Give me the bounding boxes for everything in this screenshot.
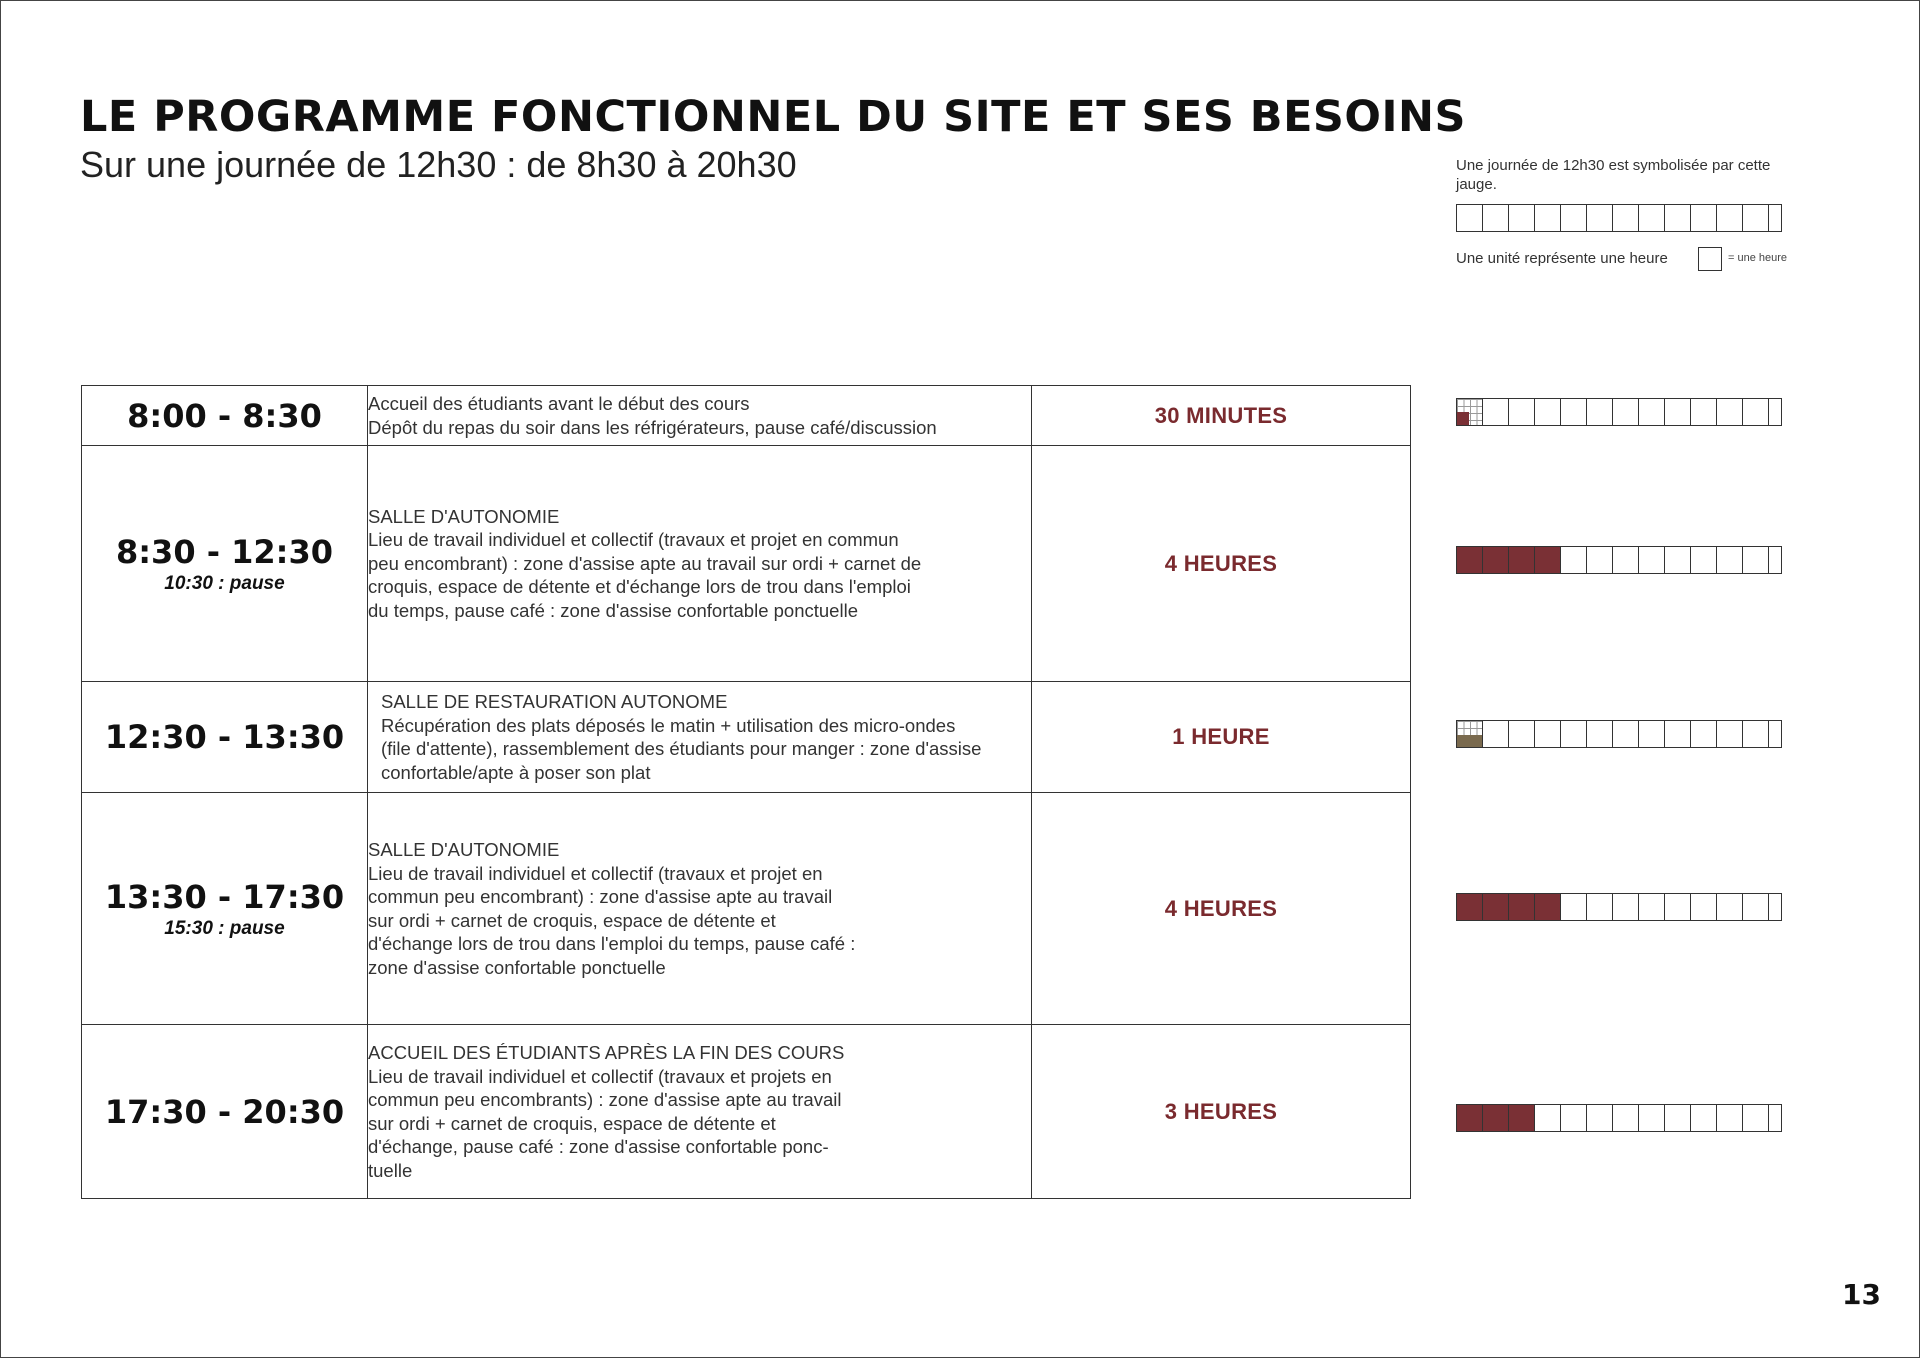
legend-unit-box xyxy=(1698,247,1722,271)
description-line: commun peu encombrant) : zone d'assise apte au travail xyxy=(368,886,833,907)
duration-cell: 4 HEURES xyxy=(1032,793,1411,1025)
description-line: ACCUEIL DES ÉTUDIANTS APRÈS LA FIN DES COURS xyxy=(368,1042,845,1063)
pause-note: 15:30 : pause xyxy=(164,917,285,939)
gauge-cell xyxy=(1691,204,1717,232)
gauge-cell xyxy=(1717,204,1743,232)
page-number: 13 xyxy=(1842,1278,1881,1311)
gauge-cell xyxy=(1535,720,1561,748)
gauge-cell xyxy=(1587,398,1613,426)
gauge-cell xyxy=(1613,1104,1639,1132)
description-line: sur ordi + carnet de croquis, espace de détente et xyxy=(368,1112,776,1134)
gauge-cell xyxy=(1613,893,1639,921)
gauge-cell xyxy=(1535,398,1561,426)
schedule-table xyxy=(81,385,1411,1199)
gauge-cell xyxy=(1717,893,1743,921)
gauge-cell xyxy=(1639,893,1665,921)
gauge-cell xyxy=(1457,204,1483,232)
legend-description: Une journée de 12h30 est symbolisée par cette jauge. xyxy=(1456,157,1771,193)
gauge-cell xyxy=(1639,1104,1665,1132)
legend-unit-text: Une unité représente une heure xyxy=(1456,250,1668,267)
gauge-cell xyxy=(1509,1104,1535,1132)
gauge-cell xyxy=(1587,546,1613,574)
gauge-cell xyxy=(1561,204,1587,232)
gauge-cell xyxy=(1483,1104,1509,1132)
description-cell xyxy=(368,446,1032,682)
description-line: Lieu de travail individuel et collectif (travaux et projets en xyxy=(368,1065,832,1087)
description-line: Récupération des plats déposés le matin + utilisation des micro-ondes xyxy=(381,714,956,736)
gauge-cell xyxy=(1509,720,1535,748)
gauge-cell xyxy=(1457,1104,1483,1132)
time-gauge xyxy=(1456,720,1782,748)
gauge-cell xyxy=(1743,398,1769,426)
gauge-cell xyxy=(1535,1104,1561,1132)
gauge-cell xyxy=(1587,893,1613,921)
description-line: Accueil des étudiants avant le début des cours xyxy=(368,393,750,414)
gauge-cell xyxy=(1561,1104,1587,1132)
gauge-cell xyxy=(1691,398,1717,426)
time-gauge xyxy=(1456,1104,1782,1132)
gauge-cell xyxy=(1483,204,1509,232)
time-cell xyxy=(82,793,368,1025)
time-cell xyxy=(82,682,368,793)
gauge-cell xyxy=(1483,893,1509,921)
gauge-cell xyxy=(1587,204,1613,232)
gauge-cell xyxy=(1769,893,1782,921)
description-line: (file d'attente), rassemblement des étudiants pour manger : zone d'assise xyxy=(381,738,982,759)
page-title: LE PROGRAMME FONCTIONNEL DU SITE ET SES BESOINS xyxy=(80,92,1466,142)
gauge-cell xyxy=(1457,893,1483,921)
gauge-cell-fill xyxy=(1457,735,1482,747)
gauge-cell xyxy=(1769,398,1782,426)
time-range: 12:30 - 13:30 xyxy=(104,718,345,756)
gauge-cell xyxy=(1587,1104,1613,1132)
gauge-cell xyxy=(1665,893,1691,921)
gauge-cell xyxy=(1769,720,1782,748)
description-line: zone d'assise confortable ponctuelle xyxy=(368,956,666,978)
gauge-cell xyxy=(1691,546,1717,574)
description-line: tuelle xyxy=(368,1159,413,1181)
gauge-cell xyxy=(1665,204,1691,232)
gauge-cell xyxy=(1639,720,1665,748)
gauge-cell xyxy=(1665,546,1691,574)
gauge-cell xyxy=(1665,1104,1691,1132)
description-line: d'échange, pause café : zone d'assise confortable ponc- xyxy=(368,1136,829,1157)
table-row xyxy=(82,682,1411,793)
gauge-cell xyxy=(1561,546,1587,574)
gauge-cell xyxy=(1483,546,1509,574)
time-gauge xyxy=(1456,893,1782,921)
description-line: SALLE DE RESTAURATION AUTONOME xyxy=(381,691,728,712)
time-gauge xyxy=(1456,546,1782,574)
gauge-cell xyxy=(1717,1104,1743,1132)
gauge-cell xyxy=(1587,720,1613,748)
gauge-cell xyxy=(1743,720,1769,748)
gauge-cell xyxy=(1483,720,1509,748)
gauge-cell xyxy=(1509,893,1535,921)
description-line: d'échange lors de trou dans l'emploi du temps, pause café : xyxy=(368,933,856,954)
time-range: 17:30 - 20:30 xyxy=(104,1092,345,1131)
page-subtitle: Sur une journée de 12h30 : de 8h30 à 20h30 xyxy=(80,144,797,185)
gauge-cell xyxy=(1509,398,1535,426)
gauge-cell xyxy=(1691,893,1717,921)
description-line: commun peu encombrants) : zone d'assise apte au travail xyxy=(368,1089,842,1110)
duration-cell: 3 HEURES xyxy=(1032,1025,1411,1199)
legend-unit-label: = une heure xyxy=(1728,252,1788,264)
gauge-cell xyxy=(1717,720,1743,748)
time-cell xyxy=(82,446,368,682)
gauge-cell xyxy=(1613,398,1639,426)
description-line: SALLE D'AUTONOMIE xyxy=(368,505,560,527)
duration-cell: 30 MINUTES xyxy=(1032,386,1411,446)
gauge-cell xyxy=(1535,204,1561,232)
gauge-cell xyxy=(1509,204,1535,232)
time-cell xyxy=(82,1025,368,1199)
gauge-cell xyxy=(1613,720,1639,748)
gauge-cell xyxy=(1561,893,1587,921)
gauge-cell xyxy=(1665,398,1691,426)
gauge-cell xyxy=(1743,546,1769,574)
gauge-cell xyxy=(1691,1104,1717,1132)
description-line: sur ordi + carnet de croquis, espace de détente et xyxy=(368,909,776,931)
gauge-cell xyxy=(1769,204,1782,232)
description-line: confortable/apte à poser son plat xyxy=(381,761,651,783)
gauge-cell xyxy=(1717,546,1743,574)
time-range: 8:00 - 8:30 xyxy=(127,396,322,435)
description-line: du temps, pause café : zone d'assise confortable ponctuelle xyxy=(368,599,858,621)
gauge-cell xyxy=(1535,893,1561,921)
gauge-cell xyxy=(1483,398,1509,426)
legend-gauge xyxy=(1456,204,1782,232)
gauge-cell xyxy=(1691,720,1717,748)
gauge-cell xyxy=(1457,546,1483,574)
gauge-cell xyxy=(1561,720,1587,748)
gauge-cell xyxy=(1639,546,1665,574)
gauge-cell xyxy=(1535,546,1561,574)
duration-cell: 4 HEURES xyxy=(1032,446,1411,682)
gauge-cell xyxy=(1769,1104,1782,1132)
time-range: 8:30 - 12:30 xyxy=(115,532,333,571)
duration-cell: 1 HEURE xyxy=(1032,682,1411,793)
gauge-cell xyxy=(1457,398,1483,426)
description-cell xyxy=(368,682,1032,793)
gauge-cell-fill xyxy=(1457,412,1469,425)
table-row xyxy=(82,1025,1411,1199)
description-line: Lieu de travail individuel et collectif (travaux et projet en xyxy=(368,862,823,884)
time-range: 13:30 - 17:30 xyxy=(104,877,345,916)
gauge-cell xyxy=(1639,398,1665,426)
description-line: peu encombrant) : zone d'assise apte au travail sur ordi + carnet de xyxy=(368,552,922,574)
gauge-cell xyxy=(1561,398,1587,426)
table-row xyxy=(82,793,1411,1025)
gauge-cell xyxy=(1743,1104,1769,1132)
table-row xyxy=(82,386,1411,446)
description-line: SALLE D'AUTONOMIE xyxy=(368,839,560,860)
gauge-cell xyxy=(1743,893,1769,921)
description-line: Dépôt du repas du soir dans les réfrigérateurs, pause café/discussion xyxy=(368,416,937,438)
gauge-cell xyxy=(1509,546,1535,574)
time-cell xyxy=(82,386,368,446)
table-row xyxy=(82,446,1411,682)
gauge-cell xyxy=(1639,204,1665,232)
gauge-cell xyxy=(1769,546,1782,574)
gauge-cell xyxy=(1743,204,1769,232)
description-cell xyxy=(368,793,1032,1025)
gauge-cell xyxy=(1717,398,1743,426)
gauge-cell xyxy=(1665,720,1691,748)
gauge-cell xyxy=(1613,204,1639,232)
gauge-cell xyxy=(1457,720,1483,748)
gauge-cell xyxy=(1613,546,1639,574)
description-line: Lieu de travail individuel et collectif (travaux et projet en commun xyxy=(368,529,899,551)
pause-note: 10:30 : pause xyxy=(164,572,285,594)
description-cell xyxy=(368,386,1032,446)
time-gauge xyxy=(1456,398,1782,426)
description-cell xyxy=(368,1025,1032,1199)
description-line: croquis, espace de détente et d'échange lors de trou dans l'emploi xyxy=(368,576,911,598)
